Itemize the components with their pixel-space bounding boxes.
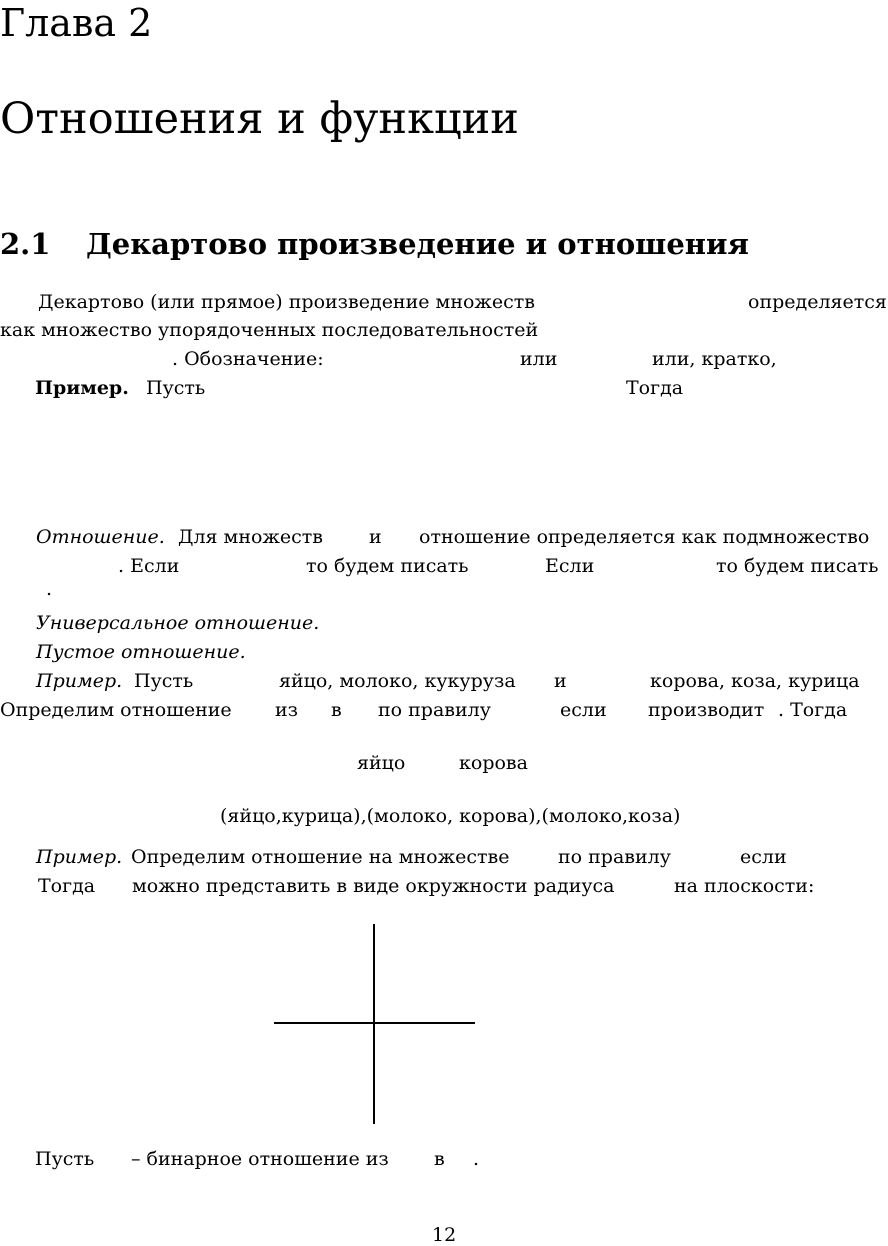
example2-b: яйцо, молоко, кукуруза [279,670,516,692]
p1-line3-c: или, кратко, [652,348,777,370]
example3-b: по правилу [558,846,671,868]
example2-a: Пусть [134,670,194,692]
example1-text: Пусть [146,377,206,399]
empty-relation: Пустое отношение. [36,641,246,663]
p1-line1-end: определяется [748,291,887,313]
example2-l2-e: если [560,699,607,721]
chapter-title: Отношения и функции [0,94,519,144]
example3-a: Определим отношение на множестве [131,846,510,868]
example3-l2-c: на плоскости: [674,875,815,897]
example1-then: Тогда [626,377,684,399]
section-number: 2.1 [0,227,51,261]
example2-c: и [554,670,567,692]
relation-line2-d: то будем писать [716,555,879,577]
example1-label: Пример. [35,377,129,399]
example2-l2-a: Определим отношение [0,699,232,721]
example2-l2-c: в [331,699,342,721]
relation-line2-a: . Если [118,555,180,577]
example2-eq1-a: яйцо [357,752,406,774]
relation-line1-b: и [369,526,382,548]
example2-d: корова, коза, курица [650,670,860,692]
relation-line2-c: Если [545,555,595,577]
axes-diagram [274,924,475,1124]
relation-line2-b: то будем писать [306,555,469,577]
relation-line3: . [46,578,53,600]
example2-l2-b: из [275,699,299,721]
example2-eq2: (яйцо,курица),(молоко, корова),(молоко,коза) [220,805,681,827]
chapter-label: Глава 2 [0,1,153,45]
relation-term: Отношение. [36,526,165,548]
last-c: в [434,1148,445,1170]
p1-line2: как множество упорядоченных последовательностей [0,319,539,341]
last-a: Пусть [35,1148,95,1170]
section-heading [0,227,749,261]
universal-relation: Универсальное отношение. [36,612,320,634]
example2-l2-f: производит [648,699,765,721]
example3-label: Пример. [36,846,123,868]
p1-line1-start: Декартово (или прямое) произведение множеств [38,291,535,313]
x-axis-line [274,1022,475,1024]
y-axis-line [373,924,375,1124]
relation-line1-c: отношение определяется как подмножество [419,526,870,548]
example3-l2-b: можно представить в виде окружности радиуса [132,875,615,897]
last-d: . [473,1148,480,1170]
p1-line3-b: или [520,348,558,370]
example2-eq1-b: корова [459,752,528,774]
example2-l2-d: по правилу [378,699,491,721]
example2-label: Пример. [36,670,123,692]
example3-l2-a: Тогда [38,875,96,897]
example3-c: если [740,846,787,868]
p1-line3-a: . Обозначение: [172,348,324,370]
example2-l2-g: . Тогда [778,699,848,721]
section-title: Декартово произведение и отношения [86,227,749,261]
page-number: 12 [432,1224,457,1246]
relation-line1-a: Для множеств [178,526,323,548]
last-b: – бинарное отношение из [131,1148,389,1170]
